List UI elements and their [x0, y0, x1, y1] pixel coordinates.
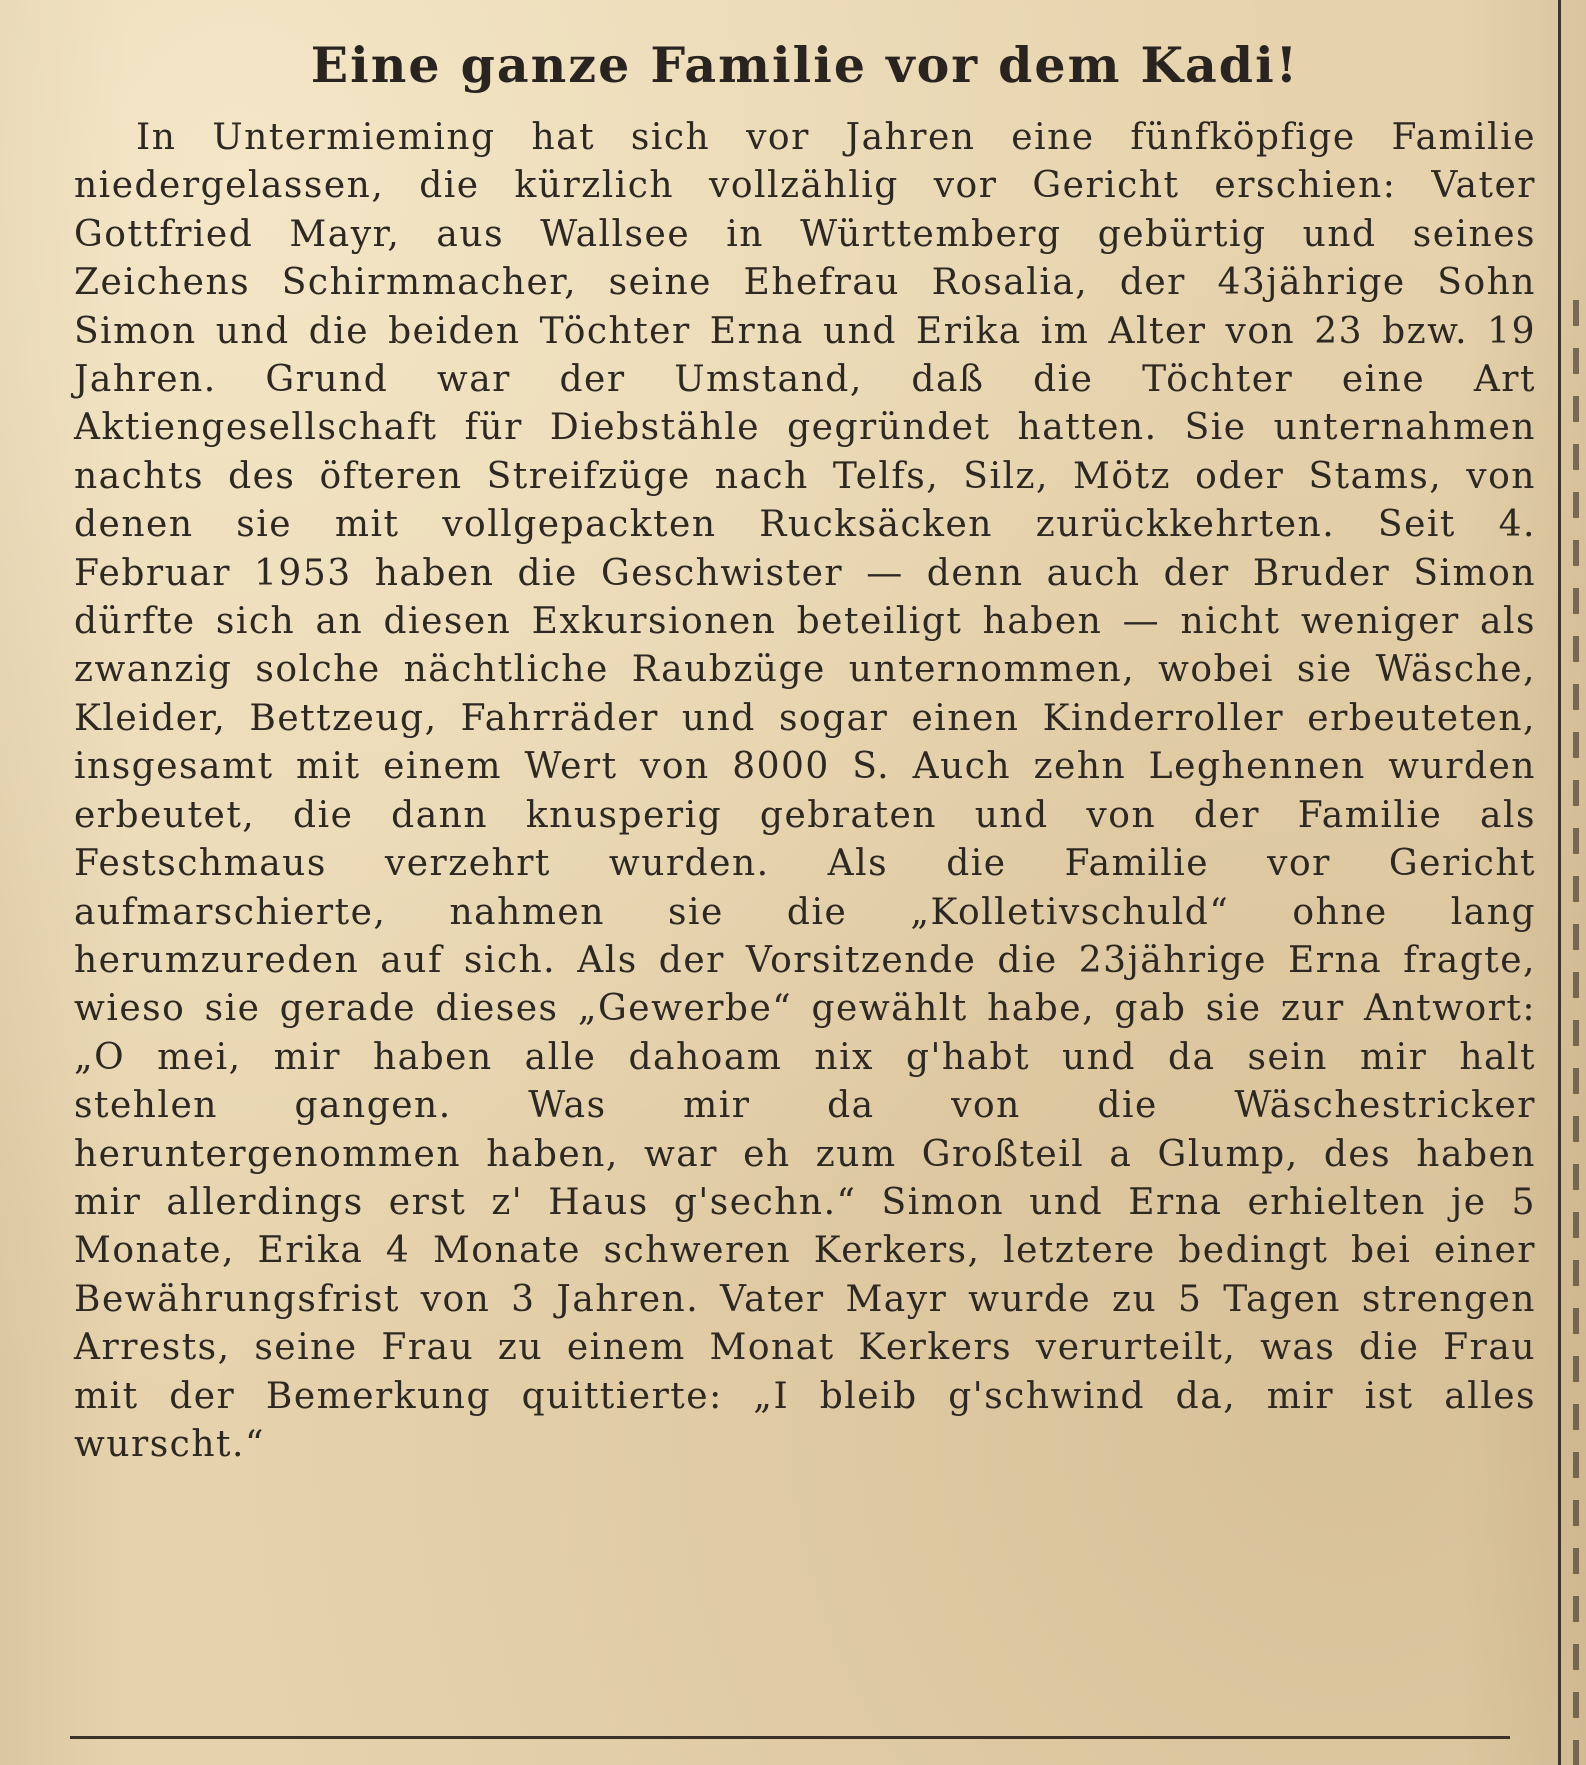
article-body: In Untermieming hat sich vor Jahren eine fünfköpfige Familie niedergelassen, die kürzlich vollzählig vor Gericht erschien: Vater Gottfried Mayr, aus Wallsee in Württemberg gebürtig und seines Zeichens Schirmmacher, seine Ehefrau Rosalia, der 43jährige Sohn Simon und die beiden Töchter Erna und Erika im Alter von 23 bzw. 19 Jahren. Grund war der Umstand, daß die Töchter eine Art Aktiengesellschaft für Diebstähle gegründet hatten. Sie unternahmen nachts des öfteren Streifzüge nach Telfs, Silz, Mötz oder Stams, von denen sie mit vollgepackten Rucksäcken zurückkehrten. Seit 4. Februar 1953 haben die Geschwister — denn auch der Bruder Simon dürfte sich an diesen Exkursionen beteiligt haben — nicht weniger als zwanzig solche nächtliche Raubzüge unternommen, wobei sie Wäsche, Kleider, Bettzeug, Fahrräder und sogar einen Kinderroller erbeuteten, insgesamt mit einem Wert von 8000 S. Auch zehn Leghennen wurden erbeutet, die dann knusperig gebraten und von der Familie als Festschmaus verzehrt wurden. Als die Familie vor Gericht aufmarschierte, nahmen sie die „Kolletivschuld“ ohne lang herumzureden auf sich. Als der Vorsitzende die 23jährige Erna fragte, wieso sie gerade dieses „Gewerbe“ gewählt habe, gab sie zur Antwort: „O mei, mir haben alle dahoam nix g'habt und da sein mir halt stehlen gangen. Was mir da von die Wäschestricker heruntergenommen haben, war eh zum Großteil a Glump, des haben mir allerdings erst z' Haus g'sechn.“ Simon und Erna erhielten je 5 Monate, Erika 4 Monate schweren Kerkers, letztere bedingt bei einer Bewährungsfrist von 3 Jahren. Vater Mayr wurde zu 5 Tagen strengen Arrests, seine Frau zu einem Monat Kerkers verurteilt, was die Frau mit der Bemerkung quittierte: „I bleib g'schwind da, mir ist alles wurscht.“: [74, 117, 1536, 1465]
article-headline: Eine ganze Familie vor dem Kadi!: [310, 36, 1300, 94]
article-end-rule: [70, 1736, 1510, 1739]
newspaper-clipping: [70, 22, 1540, 1742]
adjacent-column-edge: [1561, 0, 1586, 1765]
